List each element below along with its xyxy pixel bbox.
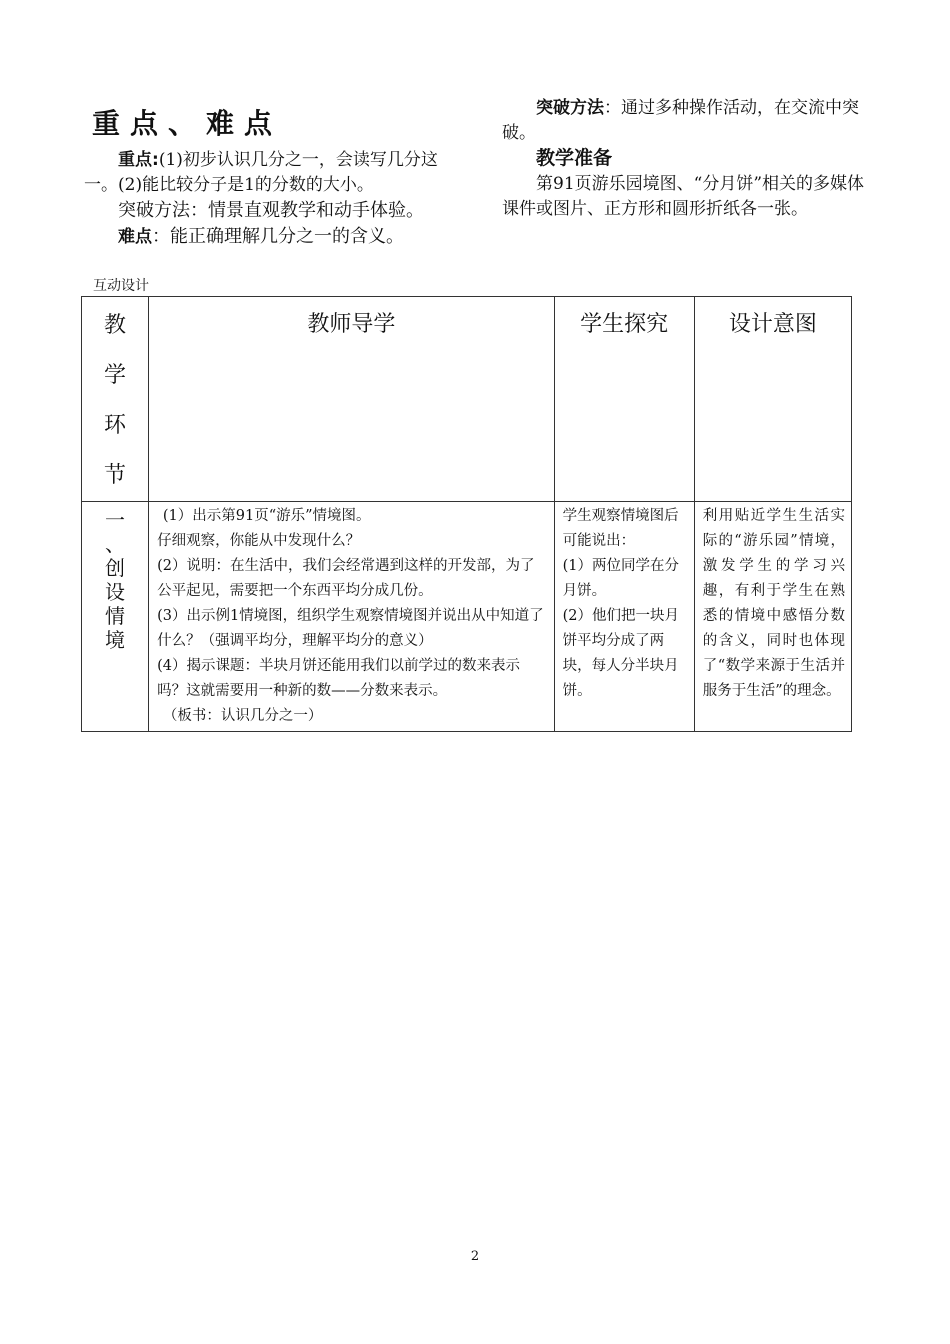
- teacher-line: (4）揭示课题：半块月饼还能用我们以前学过的数来表示吗？这就需要用一种新的数——分数来表示。: [157, 658, 520, 699]
- lesson-table: [81, 296, 852, 732]
- header-intent: 设计意图: [694, 297, 851, 502]
- key-points-text: (1)初步认识几分之一，会读写几分这一。(2)能比较分子是1的分数的大小。: [84, 150, 438, 195]
- difficulty-paragraph: [84, 224, 464, 250]
- header-stage-char: 环: [104, 413, 127, 438]
- teacher-line: (3）出示例1情境图，组织学生观察情境图并说出从中知道了什么？（强调平均分，理解平均分的意义）: [157, 608, 544, 649]
- teacher-line: (2）说明：在生活中，我们会经常遇到这样的开发部，为了公平起见，需要把一个东西平均分成几份。: [157, 558, 535, 599]
- header-stage-char: 学: [104, 363, 127, 388]
- prep-heading-paragraph: [502, 146, 864, 172]
- right-method-paragraph: [502, 96, 864, 146]
- teacher-line: 仔细观察，你能从中发现什么？: [157, 533, 361, 549]
- teacher-line: （板书：认识几分之一）: [162, 708, 323, 724]
- left-column: [84, 96, 464, 250]
- header-stage-char: 教: [104, 313, 127, 338]
- teacher-cell: [149, 502, 555, 732]
- stage-char: 、: [105, 532, 126, 556]
- student-line: (1）两位同学在分月饼。: [562, 558, 679, 599]
- header-stage-vertical: [82, 297, 148, 501]
- stage-char: 设: [105, 580, 126, 604]
- prep-label: 教学准备: [536, 147, 613, 169]
- stage-char: 一: [105, 508, 126, 532]
- stage-vertical: [82, 502, 148, 652]
- intent-cell: [694, 502, 851, 732]
- section-label: 互动设计: [93, 278, 149, 294]
- right-column: [502, 96, 864, 222]
- teacher-line: (1）出示第91页“游乐”情境图。: [162, 508, 371, 524]
- header-stage-char: 节: [104, 463, 127, 488]
- student-line: (2）他们把一块月饼平均分成了两块，每人分半块月饼。: [562, 608, 679, 699]
- prep-paragraph: [502, 172, 864, 222]
- stage-char: 境: [105, 628, 126, 652]
- table-row: [82, 502, 852, 732]
- header-stage-cell: [82, 297, 149, 502]
- key-points-label: 重点:: [118, 150, 159, 170]
- prep-text: 第91页游乐园境图、“分月饼”相关的多媒体课件或图片、正方形和圆形折纸各一张。: [502, 174, 865, 219]
- difficulty-text: ：能正确理解几分之一的含义。: [152, 226, 404, 247]
- stage-char: 创: [105, 556, 126, 580]
- right-method-label: 突破方法: [536, 98, 604, 118]
- method-text: ：情景直观教学和动手体验。: [190, 200, 424, 221]
- key-points-paragraph: [84, 148, 464, 198]
- student-cell: [554, 502, 694, 732]
- right-method-text: ：通过多种操作活动，在交流中突破。: [502, 98, 859, 143]
- student-line: 学生观察情境图后可能说出：: [562, 508, 679, 549]
- method-label: 突破方法: [118, 200, 190, 221]
- page-number: 2: [470, 1249, 480, 1264]
- difficulty-label: 难点: [118, 227, 152, 247]
- page-title: 重点、难点: [92, 107, 283, 140]
- stage-char: 情: [105, 604, 126, 628]
- table-header-row: [82, 297, 852, 502]
- header-student: 学生探究: [554, 297, 694, 502]
- header-teacher: 教师导学: [149, 297, 555, 502]
- stage-cell: [82, 502, 149, 732]
- intent-text: 利用贴近学生生活实际的“游乐园”情境，激发学生的学习兴趣，有利于学生在熟悉的情境中感悟分数的含义，同时也体现了“数学来源于生活并服务于生活”的理念。: [702, 508, 845, 699]
- method-paragraph: [84, 198, 464, 224]
